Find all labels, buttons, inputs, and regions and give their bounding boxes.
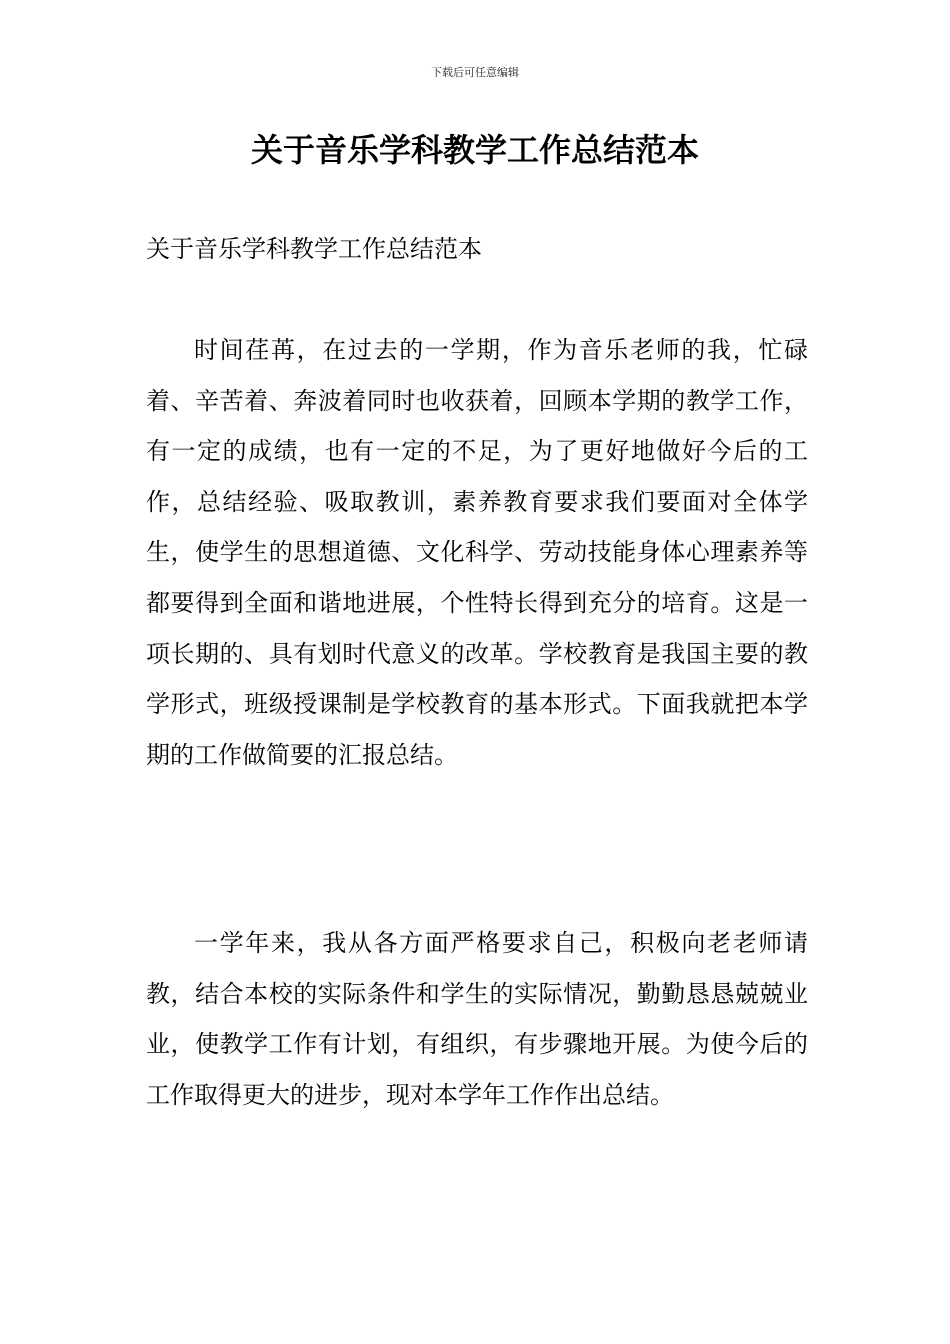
document-subtitle: 关于音乐学科教学工作总结范本 [146,235,482,263]
document-title: 关于音乐学科教学工作总结范本 [250,131,699,169]
body-paragraph-1: 时间荏苒，在过去的一学期，作为音乐老师的我，忙碌着、辛苦着、奔波着同时也收获着，回顾本学期的教学工作，有一定的成绩，也有一定的不足，为了更好地做好今后的工作，总结经验、吸取教训，素养教育要求我们要面对全体学生，使学生的思想道德、文化科学、劳动技能身体心理素养等都要得到全面和谐地进展，个性特长得到充分的培育。这是一项长期的、具有划时代意义的改革。学校教育是我国主要的教学形式，班级授课制是学校教育的基本形式。下面我就把本学期的工作做简要的汇报总结。 [146,336,808,769]
header-note: 下载后可任意编辑 [431,66,519,79]
body-paragraph-2: 一学年来，我从各方面严格要求自己，积极向老老师请教，结合本校的实际条件和学生的实际情况，勤勤恳恳兢兢业业，使教学工作有计划，有组织，有步骤地开展。为使今后的工作取得更大的进步，现对本学年工作作出总结。 [146,929,808,1109]
